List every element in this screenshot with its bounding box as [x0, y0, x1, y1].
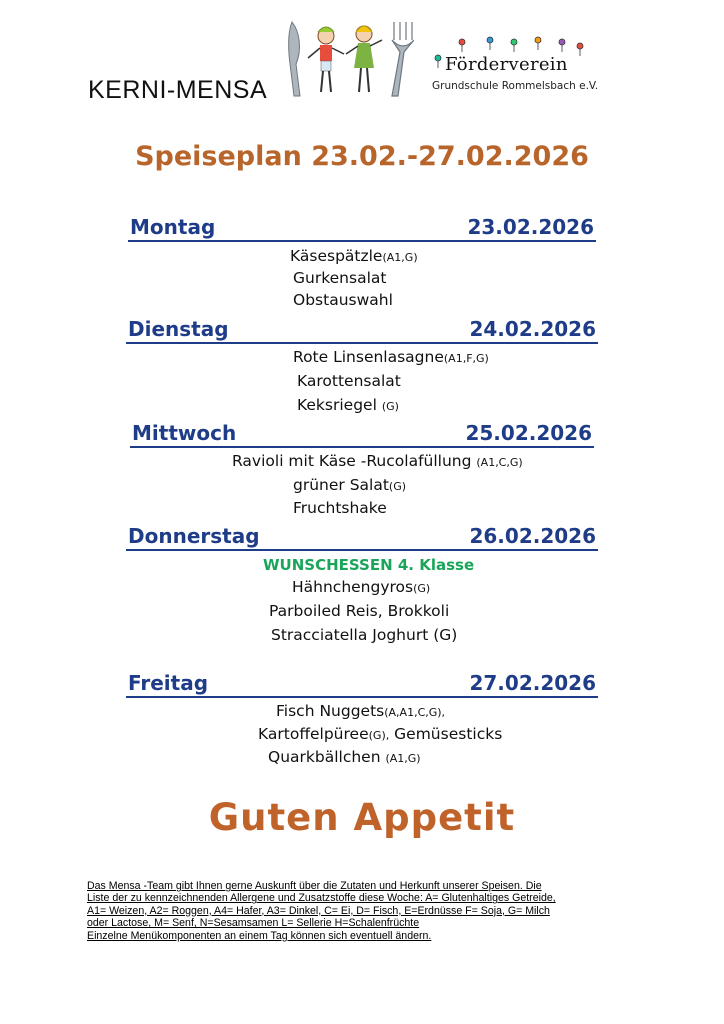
meal-item: Karottensalat — [297, 372, 401, 390]
meal-item: Parboiled Reis, Brokkoli — [269, 602, 450, 620]
meal-item: Fisch Nuggets(A,A1,C,G), — [276, 702, 446, 720]
meal-item: grüner Salat(G) — [293, 476, 407, 494]
meal-item: Kartoffelpüree(G), Gemüsesticks — [258, 725, 503, 743]
day-date: 27.02.2026 — [469, 671, 596, 695]
meal-item: Fruchtshake — [293, 499, 387, 517]
meal-item: Stracciatella Joghurt (G) — [271, 626, 458, 644]
day-heading-montag — [128, 212, 596, 242]
menu-title: Speiseplan 23.02.-27.02.2026 — [135, 141, 589, 172]
day-heading-donnerstag — [126, 521, 598, 551]
day-heading-mittwoch — [130, 418, 594, 448]
meal-item: Obstauswahl — [293, 291, 393, 309]
meal-item: Gurkensalat — [293, 269, 387, 287]
meal-item: Hähnchengyros(G) — [292, 578, 431, 596]
closing-greeting: Guten Appetit — [208, 796, 516, 839]
day-date: 24.02.2026 — [469, 317, 596, 341]
foerderverein-title: Förderverein — [445, 54, 568, 75]
footer-line: Das Mensa -Team gibt Ihnen gerne Auskunft über die Zutaten und Herkunft unserer Speisen. Die — [87, 880, 542, 892]
footer-line: A1= Weizen, A2= Roggen, A4= Hafer, A3= Dinkel, C= Ei, D= Fisch, E=Erdnüsse F= Soja, G= Milch — [87, 904, 550, 917]
meal-item: Ravioli mit Käse -Rucolafüllung (A1,C,G) — [232, 452, 523, 470]
day-heading-dienstag — [126, 314, 598, 344]
meal-item: Rote Linsenlasagne(A1,F,G) — [293, 348, 489, 366]
day-name: Freitag — [128, 671, 209, 695]
cutlery-kids-logo — [282, 18, 414, 98]
day-name: Mittwoch — [132, 421, 237, 445]
meal-item: Quarkbällchen (A1,G) — [268, 748, 421, 766]
day-date: 26.02.2026 — [469, 524, 596, 548]
day-date: 25.02.2026 — [465, 421, 592, 445]
allergen-footer — [87, 880, 632, 942]
mensa-name: KERNI-MENSA — [88, 76, 268, 104]
day-date: 23.02.2026 — [467, 215, 594, 239]
day-name: Dienstag — [128, 317, 229, 341]
footer-line: Liste der zu kennzeichnenden Allergene und Zusatzstoffe diese Woche: A= Glutenhaltiges Getreide, — [87, 892, 556, 905]
footer-line: oder Lactose, M= Senf, N=Sesamsamen L= Sellerie H=Schalenfrüchte — [87, 917, 420, 930]
footer-line: Einzelne Menükomponenten an einem Tag können sich eventuell ändern. — [87, 929, 432, 942]
day-name: Donnerstag — [128, 524, 260, 548]
day-name: Montag — [130, 215, 216, 239]
meal-item: Käsespätzle(A1,G) — [290, 247, 418, 265]
day-heading-freitag — [126, 668, 598, 698]
school-name: Grundschule Rommelsbach e.V. — [432, 80, 599, 92]
special-request-label: WUNSCHESSEN 4. Klasse — [263, 556, 475, 574]
meal-item: Keksriegel (G) — [297, 396, 399, 414]
